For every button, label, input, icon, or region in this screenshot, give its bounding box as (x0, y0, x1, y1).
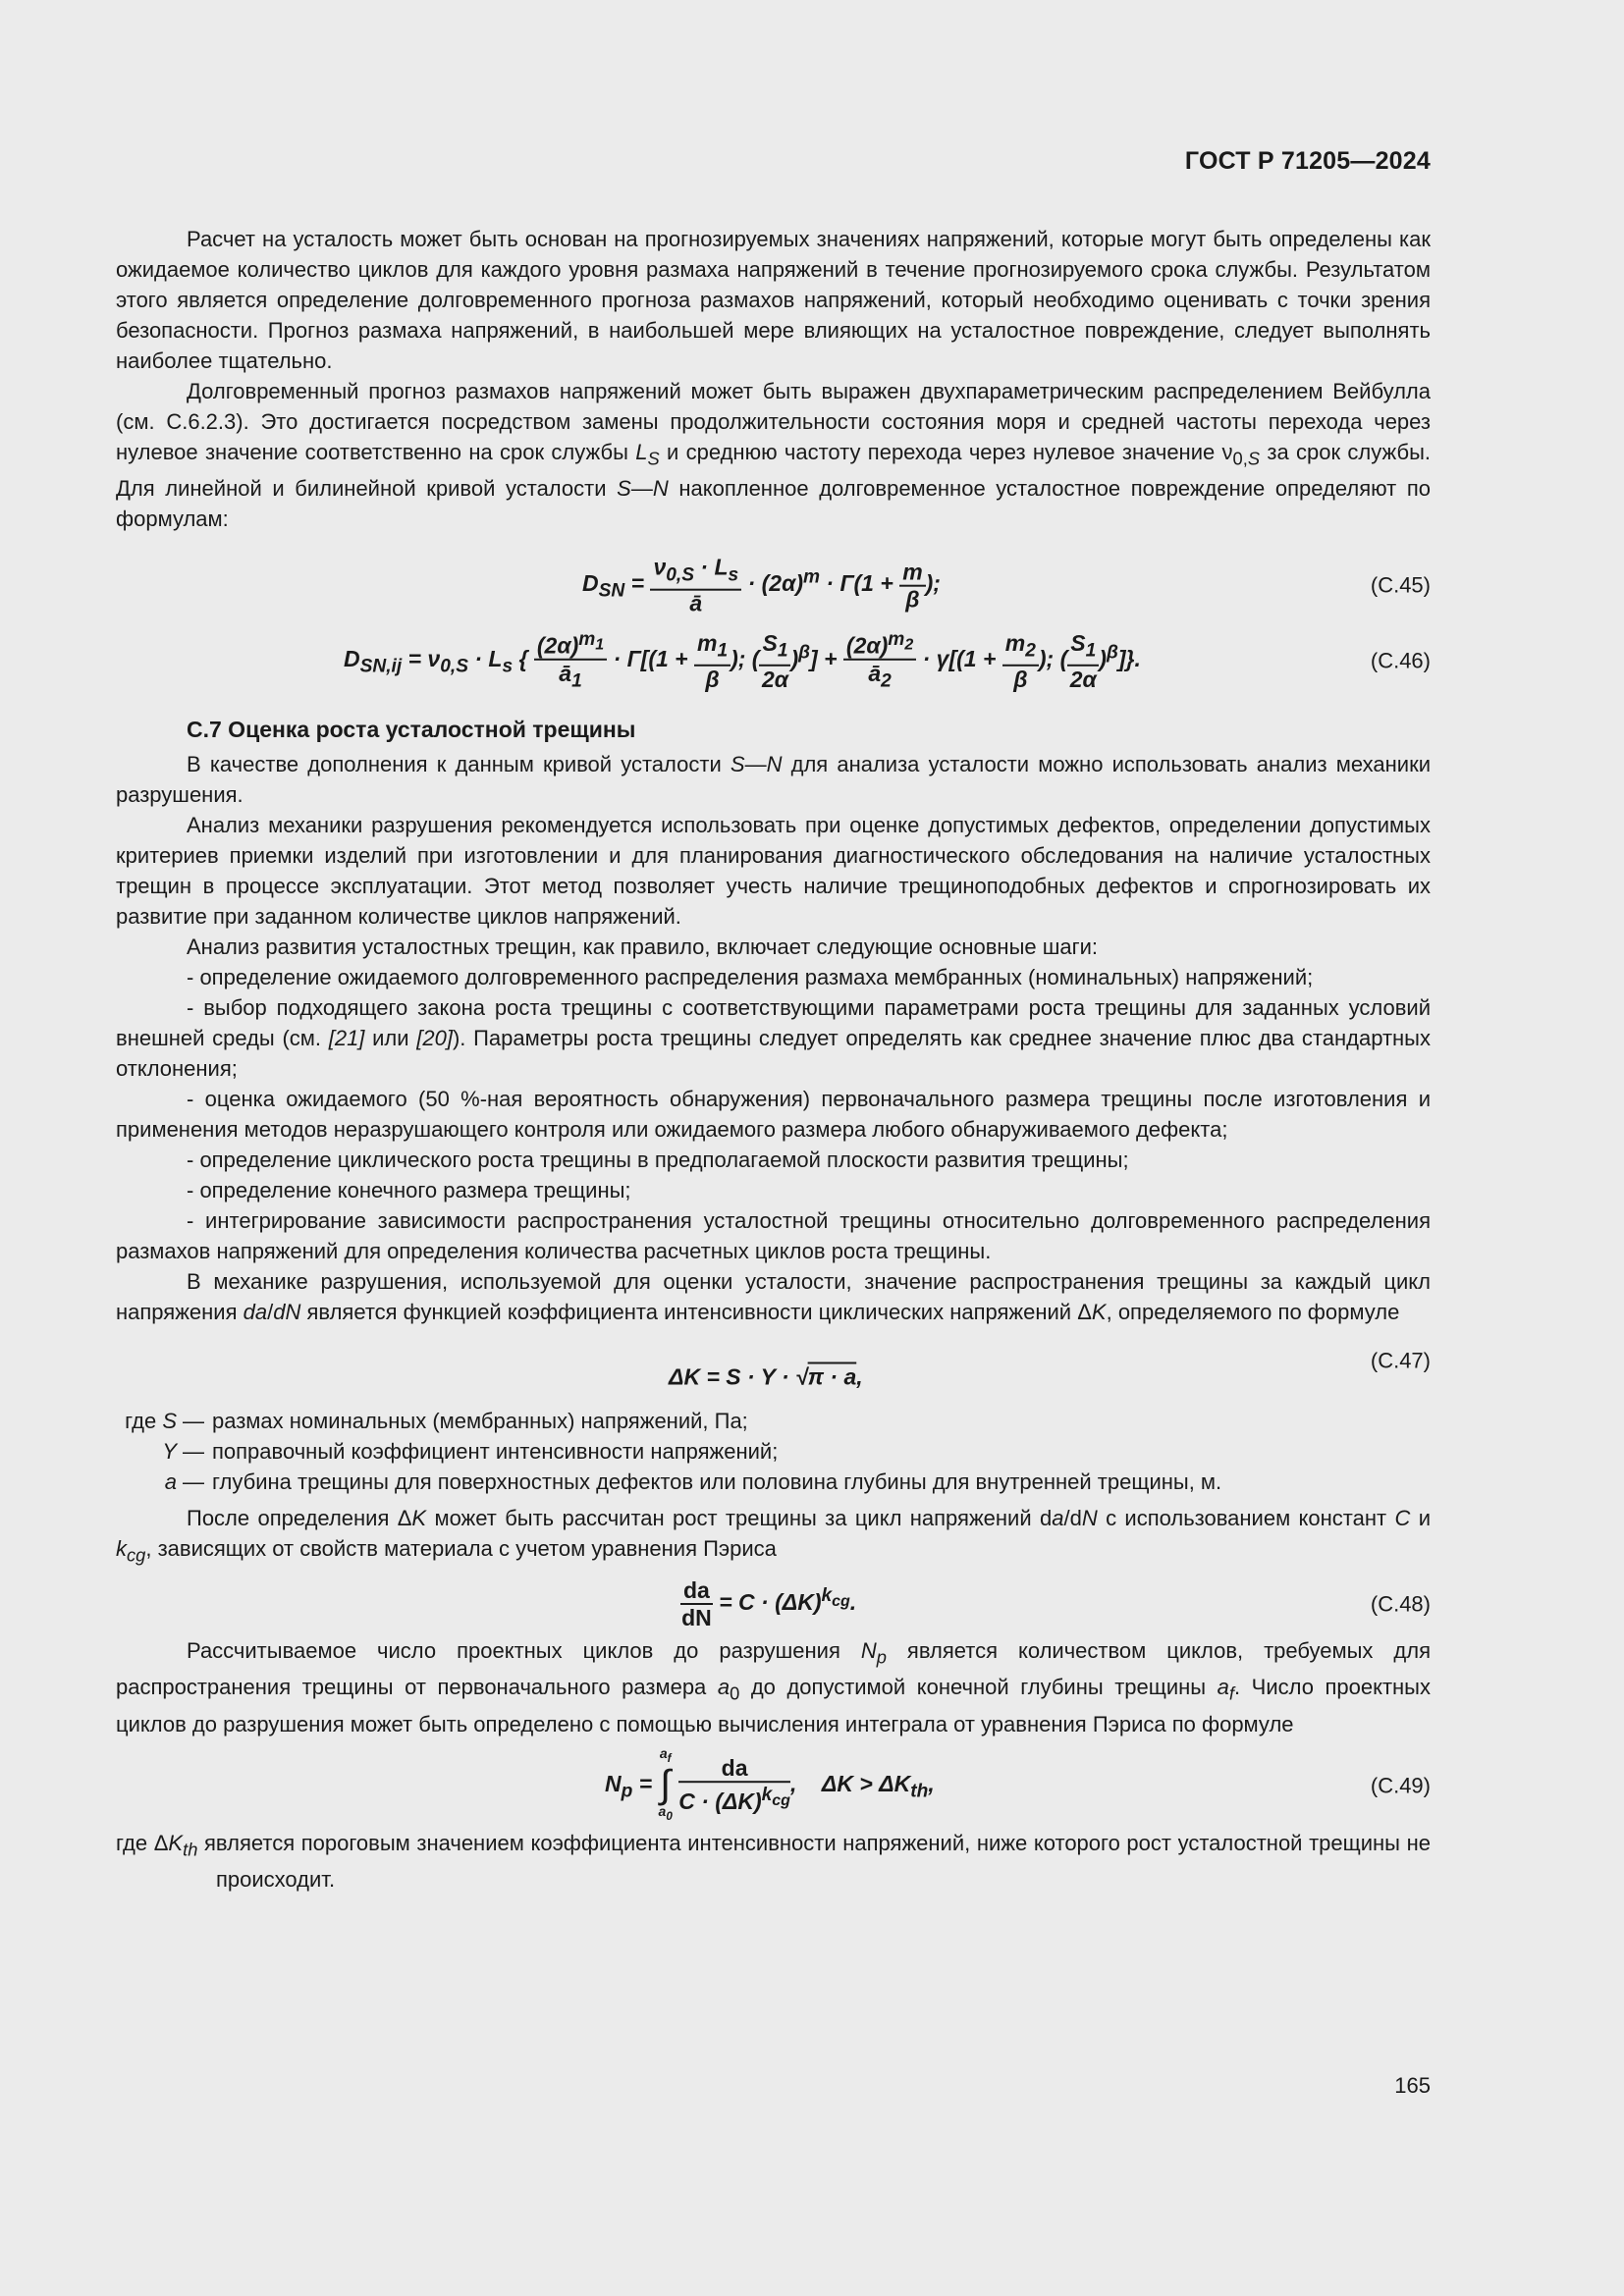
paragraph: В качестве дополнения к данным кривой усталости S—N для анализа усталости можно использовать анализ механики разрушения. (116, 752, 1431, 808)
equation-c49: $N_p$ = $a_f$ ∫ $a_0$ $\frac{da}{C \cdot (\Delta K)^{k_{cg}}}$ , $\Delta K > \Delta K_{th}$, (С.49) (605, 1744, 1431, 1824)
paragraph: Анализ механики разрушения рекомендуется использовать при оценке допустимых дефектов, определении допустимых критериев приемки изделий при изготовлении и для планирования диагностического обследования на наличие усталостных трещин в процессе эксплуатации. Этот метод позволяет учесть наличие трещиноподобных дефектов и спрогнозировать их развитие при заданном количестве циклов напряжений. (116, 813, 1431, 930)
where-text: глубина трещины для поверхностных дефектов или половина глубины для внутренней трещины, м. (212, 1469, 1222, 1495)
equation-number: (С.49) (1370, 1773, 1431, 1798)
where-dash: — (183, 1409, 204, 1434)
list-item: - оценка ожидаемого (50 %-ная вероятность обнаружения) первоначального размера трещины после изготовления и применения методов неразрушающего контроля или ожидаемого размера любого обнаруживаемого дефекта; (116, 1087, 1431, 1143)
document-header: ГОСТ Р 71205—2024 (1184, 147, 1431, 175)
paragraph: Долговременный прогноз размахов напряжений может быть выражен двухпараметрическим распределением Вейбулла (см. С.6.2.3). Это достигается посредством замены продолжительности состояния моря и средней частоты перехода через нулевое значение соответственно на срок службы $L_S$ и среднюю частоту перехода через нулевое значение $\nu_{0,S}$ за срок службы. Для линейной и билинейной кривой усталости S—N накопленное долговременное усталостное повреждение определяют по формулам: (116, 379, 1432, 532)
paragraph: Рассчитываемое число проектных циклов до разрушения $N_p$ является количеством циклов, требуемых для распространения трещины от первоначального размера $a_0$ до допустимой конечной глубины трещины $a_f$. Число проектных циклов до разрушения может быть определено с помощью вычисления интеграла от уравнения Пэриса по формуле (116, 1637, 1431, 1736)
where-symbol: Y (162, 1439, 177, 1465)
where-text: поправочный коэффициент интенсивности напряжений; (212, 1439, 779, 1465)
equation-number: (С.46) (1370, 648, 1431, 673)
list-item: - выбор подходящего закона роста трещины с соответствующими параметрами роста трещины для заданных условий внешней среды (см. [21] или [20]). Параметры роста трещины следует определять как среднее значение плюс два стандартных отклонения; (116, 995, 1431, 1082)
fraction: $\frac{\nu_{0,S} \cdot L_s}{ā}$ (650, 555, 741, 616)
where-dash: — (183, 1469, 204, 1495)
equation-c45: $D_{SN}$ = $\frac{\nu_{0,S} \cdot L_s}{ā}$ · $(2\alpha)^m \cdot \Gamma(1$ + $\frac{m}{\beta}$ ); (С.45) (582, 555, 1431, 616)
where-symbol: где S (125, 1409, 177, 1434)
where-list (116, 1406, 1431, 1497)
list-item: - определение циклического роста трещины в предполагаемой плоскости развития трещины; (187, 1148, 1129, 1173)
equation-c46: $D_{SN,ij} = \nu_{0,S} \cdot L_s$ { $\frac{(2\alpha)^{m_1}}{ā_1}$ · Γ[(1 + $\frac{m_1}{\beta}$ ); ( $\frac{S_1}{2\alpha}$ )$^\beta$] + $\frac{(2\alpha)^{m_2}}{ā_2}$ · γ[(1 + $\frac{m_2}{\beta}$ ); ( $\frac{S_1}{2\alpha}$ )$^\beta$]}. (С.46) (344, 629, 1431, 692)
paragraph: Анализ развития усталостных трещин, как правило, включает следующие основные шаги: (187, 934, 1099, 960)
where-text: размах номинальных (мембранных) напряжений, Па; (212, 1409, 748, 1434)
paragraph: где $\Delta K_{th}$ является пороговым значением коэффициента интенсивности напряжений, ниже которого рост усталостной трещины не происходит. (116, 1830, 1431, 1892)
page-content (116, 224, 1431, 1895)
list-item: - определение конечного размера трещины; (187, 1178, 631, 1203)
equation-number: (С.45) (1370, 572, 1431, 598)
where-dash: — (183, 1439, 204, 1465)
paragraph: Расчет на усталость может быть основан на прогнозируемых значениях напряжений, которые могут быть определены как ожидаемое количество циклов для каждого уровня размаха напряжений в течение прогнозируемого срока службы. Результатом этого является определение долговременного прогноза размахов напряжений, который необходимо оценивать с точки зрения безопасности. Прогноз размаха напряжений, в наибольшей мере влияющих на усталостное повреждение, следует выполнять наиболее тщательно. (116, 227, 1431, 373)
list-item: - интегрирование зависимости распространения усталостной трещины относительно долговременного распределения размахов напряжений для определения количества расчетных циклов роста трещины. (116, 1208, 1431, 1264)
equation-c47: ΔK = S · Y · √π · a, (С.47) (116, 1349, 1431, 1406)
paragraph: После определения ΔK может быть рассчитан рост трещины за цикл напряжений da/dN с использованием констант C и $k_{cg}$, зависящих от свойств материала с учетом уравнения Пэриса (116, 1506, 1431, 1566)
where-symbol: a (164, 1469, 177, 1495)
section-title: С.7 Оценка роста усталостной трещины (187, 717, 636, 743)
equation-number: (С.47) (1370, 1348, 1431, 1373)
equation-c48: $\frac{da}{dN}$ = $C \cdot (\Delta K)^{k_{cg}}$. (С.48) (681, 1576, 1431, 1630)
page-number: 165 (1394, 2073, 1431, 2098)
list-item: - определение ожидаемого долговременного распределения размаха мембранных (номинальных) напряжений; (187, 965, 1314, 990)
equation-number: (С.48) (1370, 1591, 1431, 1617)
paragraph: В механике разрушения, используемой для оценки усталости, значение распространения трещины за каждый цикл напряжения da/dN является функцией коэффициента интенсивности циклических напряжений ΔK, определяемого по формуле (116, 1269, 1431, 1325)
